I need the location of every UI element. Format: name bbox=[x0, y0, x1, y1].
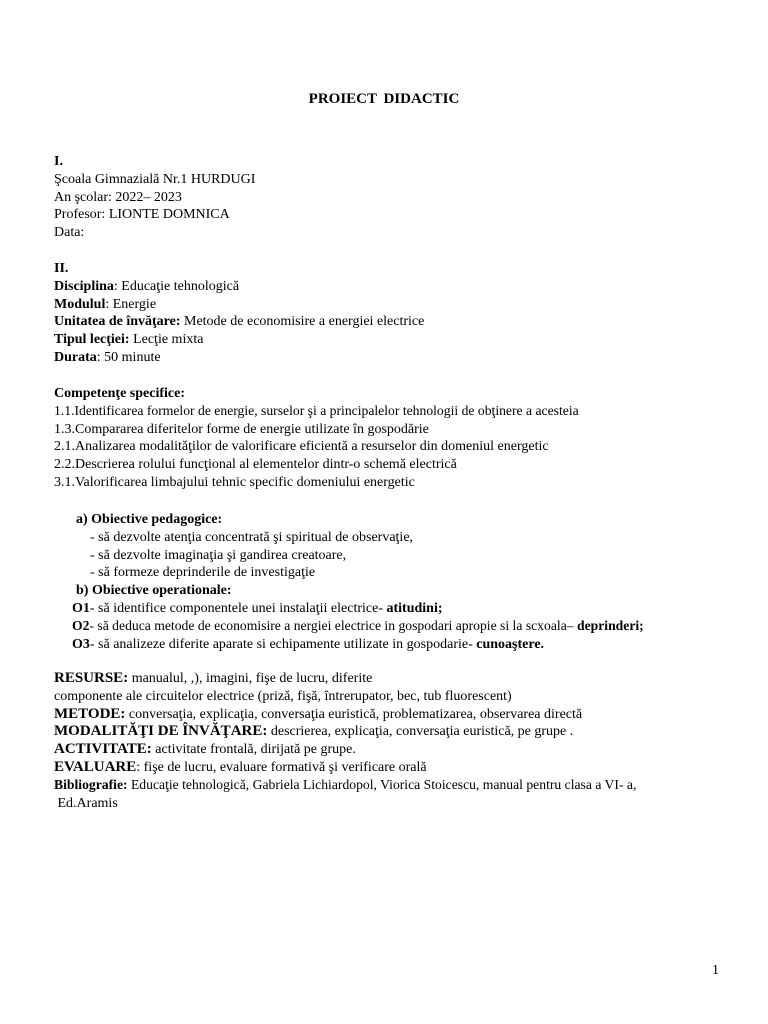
operational-objective bbox=[54, 636, 734, 654]
competence-item: 2.1.Analizarea modalităţilor de valorificare eficientă a resurselor din domeniul energetic bbox=[54, 439, 549, 455]
section-resources bbox=[54, 670, 734, 812]
pedagogical-objective: - să dezvolte imaginaţia şi gandirea creatoare, bbox=[90, 547, 347, 563]
operational-objective bbox=[54, 618, 734, 636]
discipline-value: : Educaţie tehnologică bbox=[113, 278, 240, 294]
unit-value: Metode de economisire a energiei electrice bbox=[180, 314, 425, 330]
section-school-info bbox=[54, 153, 734, 242]
evaluation-label: EVALUARE bbox=[54, 758, 137, 775]
objective-category: cunoaştere. bbox=[476, 636, 545, 652]
methods-value: conversaţia, explicaţia, conversaţia euristică, problematizarea, observarea directă bbox=[125, 706, 583, 722]
lesson-type-line bbox=[54, 331, 734, 349]
methods-label: METODE: bbox=[54, 705, 126, 722]
resources-line bbox=[54, 670, 734, 688]
methods-line bbox=[54, 706, 734, 724]
resources-value: manualul, ,), imagini, fişe de lucru, diferite bbox=[128, 671, 373, 686]
school-year: An şcolar: 2022– 2023 bbox=[54, 189, 182, 205]
discipline-label: Disciplina bbox=[54, 278, 114, 294]
discipline-line bbox=[54, 278, 734, 296]
resources-continuation: componente ale circuitelor electrice (priză, fişă, întrerupator, bec, tub fluorescent) bbox=[54, 688, 512, 704]
objective-code: O2 bbox=[72, 618, 90, 634]
duration-label: Durata bbox=[54, 349, 97, 365]
objective-category: atitudini; bbox=[386, 600, 443, 616]
section-objectives bbox=[54, 511, 734, 653]
section-competences bbox=[54, 385, 734, 492]
module-label: Modulul bbox=[54, 296, 106, 312]
activity-label: ACTIVITATE: bbox=[54, 741, 152, 758]
school-name: Şcoala Gimnazială Nr.1 HURDUGI bbox=[54, 171, 256, 187]
unit-label: Unitatea de învăţare: bbox=[54, 314, 181, 330]
section-number: I. bbox=[54, 154, 63, 169]
pedagogical-objective: - să dezvolte atenţia concentrată şi spiritual de observaţie, bbox=[90, 529, 414, 545]
module-line bbox=[54, 296, 734, 314]
competence-item: 1.1.Identificarea formelor de energie, surselor şi a principalelor tehnologii de obţinere a acesteia bbox=[54, 403, 579, 419]
objective-text: - să identifice componentele unei instalaţii electrice- bbox=[89, 600, 387, 616]
objective-category: deprinderi; bbox=[576, 618, 644, 634]
section-lesson-info bbox=[54, 260, 734, 367]
competence-item: 3.1.Valorificarea limbajului tehnic specific domeniului energetic bbox=[54, 474, 415, 490]
pedagogical-objective: - să formeze deprinderile de investigaţie bbox=[90, 565, 316, 581]
learning-modes-label: MODALITĂŢI DE ÎNVĂŢARE: bbox=[54, 723, 268, 740]
page-number: 1 bbox=[712, 963, 719, 978]
pedagogical-objectives-heading: a) Obiective pedagogice: bbox=[76, 512, 223, 527]
competence-item: 1.3.Compararea diferitelor forme de energie utilizate în gospodărie bbox=[54, 421, 429, 437]
unit-line bbox=[54, 313, 734, 331]
module-value: : Energie bbox=[105, 296, 157, 312]
lesson-type-value: Lecţie mixta bbox=[129, 332, 204, 348]
objective-text: - să analizeze diferite aparate si echipamente utilizate in gospodarie- bbox=[89, 636, 477, 652]
lesson-type-label: Tipul lecţiei: bbox=[54, 332, 130, 348]
activity-value: activitate frontală, dirijată pe grupe. bbox=[151, 742, 356, 758]
bibliography-value: Educaţie tehnologică, Gabriela Lichiardopol, Viorica Stoicescu, manual pentru clasa a VI- a, bbox=[127, 777, 637, 793]
evaluation-value: : fişe de lucru, evaluare formativă şi verificare orală bbox=[136, 759, 427, 775]
competence-item: 2.2.Descrierea rolului funcţional al elementelor dintr-o schemă electrică bbox=[54, 457, 457, 473]
learning-modes-value: descrierea, explicaţia, conversaţia euristică, pe grupe . bbox=[267, 724, 574, 740]
duration-value: : 50 minute bbox=[96, 349, 161, 365]
bibliography-line bbox=[54, 777, 734, 795]
learning-modes-line bbox=[54, 723, 734, 741]
document-title: PROIECT DIDACTIC bbox=[308, 91, 460, 107]
competences-heading: Competenţe specifice: bbox=[54, 386, 186, 401]
objective-text: - să deduca metode de economisire a nergiei electrice in gospodari apropie si la scxoala– bbox=[89, 618, 577, 634]
duration-line bbox=[54, 349, 734, 367]
section-number: II. bbox=[54, 261, 69, 276]
bibliography-continuation: Ed.Aramis bbox=[54, 795, 118, 811]
teacher-name: Profesor: LIONTE DOMNICA bbox=[54, 207, 230, 223]
evaluation-line bbox=[54, 759, 734, 777]
objective-code: O3 bbox=[72, 636, 90, 652]
lesson-date: Data: bbox=[54, 225, 85, 241]
operational-objective bbox=[54, 600, 734, 618]
activity-line bbox=[54, 741, 734, 759]
resources-label: RESURSE: bbox=[54, 670, 129, 686]
objective-code: O1 bbox=[72, 600, 90, 616]
bibliography-label: Bibliografie: bbox=[54, 777, 128, 793]
operational-objectives-heading: b) Obiective operationale: bbox=[76, 583, 232, 599]
